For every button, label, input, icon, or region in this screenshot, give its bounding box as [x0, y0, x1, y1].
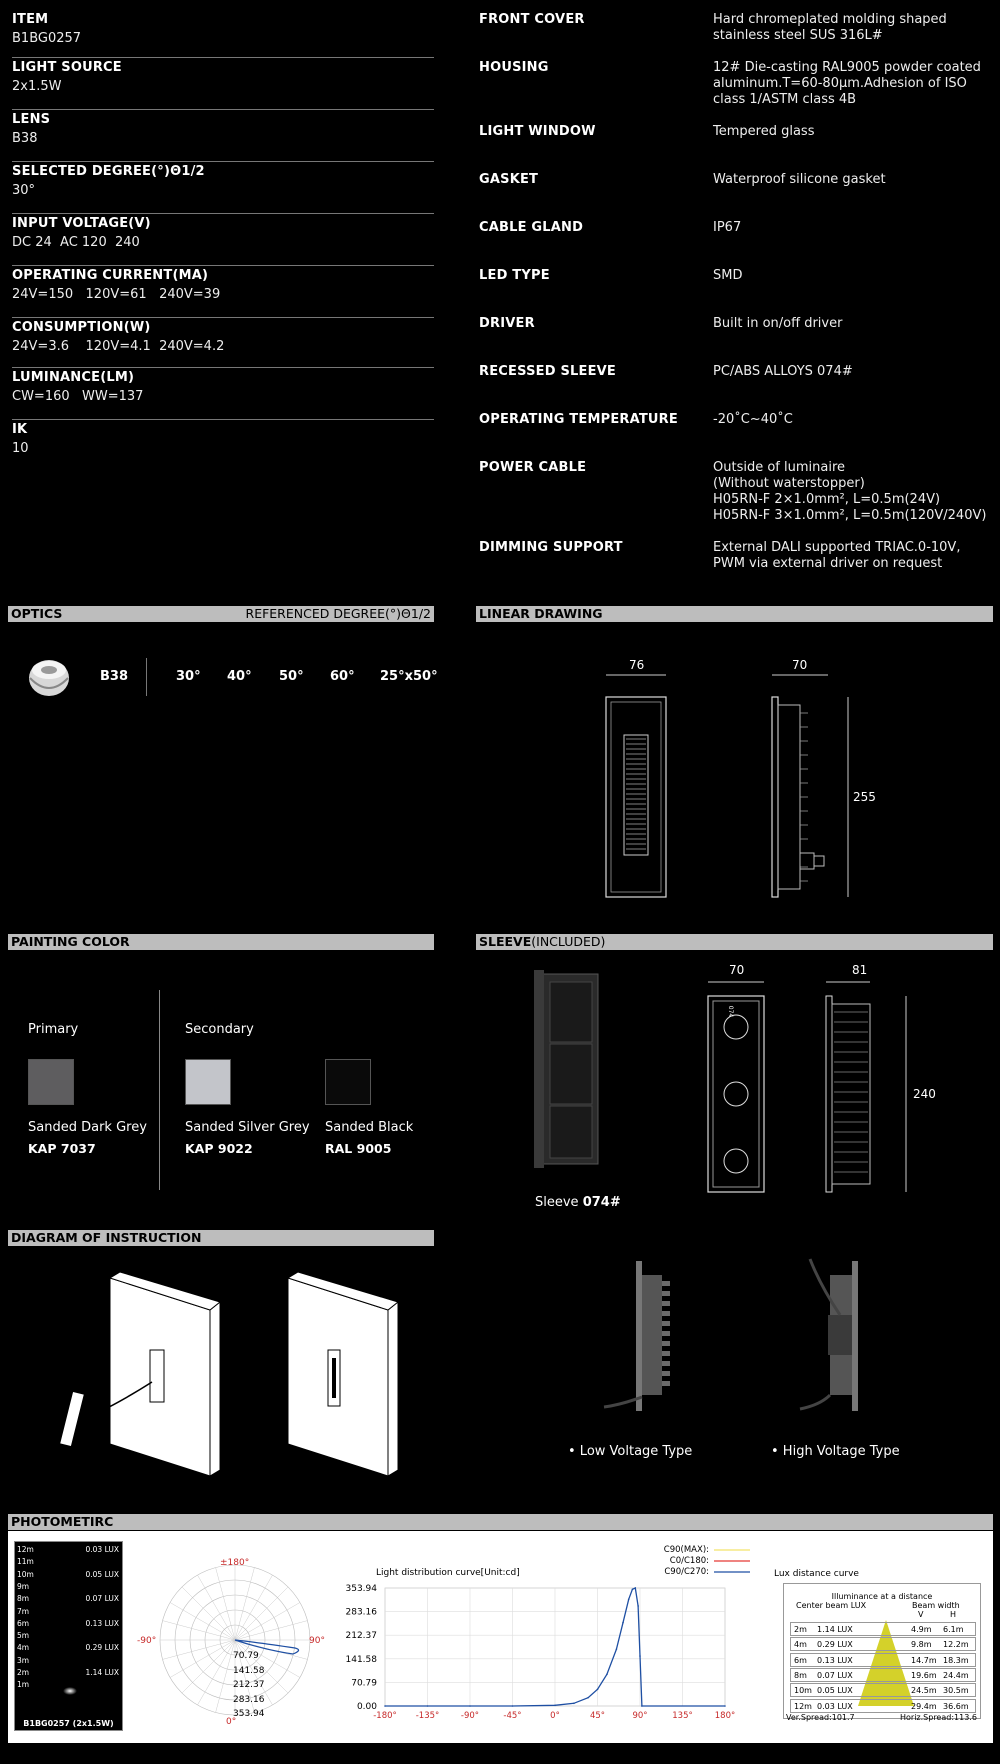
spec-value: PC/ABS ALLOYS 074# [713, 364, 853, 379]
spec-row [479, 316, 999, 364]
polar-ring-value: 70.79 [233, 1651, 259, 1661]
series-point [628, 1599, 630, 1601]
lux-distance-tick: 8m [17, 1594, 30, 1604]
lux-table-cell: 30.5m [943, 1686, 969, 1696]
polar-ring-value: 283.16 [233, 1694, 265, 1705]
spec-value: Waterproof silicone gasket [713, 172, 886, 187]
polar-label-top: ±180° [220, 1558, 250, 1568]
spec-row [479, 540, 999, 588]
instruction-header [8, 1230, 434, 1246]
lux-distance-tick: 7m [17, 1606, 30, 1616]
spec-value: Outside of luminaire (Without waterstopper) H05RN-F 2×1.0mm², L=0.5m(24V) H05RN-F 3×1.0mm², L=0.5m(120V/240V) [713, 460, 987, 523]
spec-row [12, 110, 434, 162]
legend-swatches [712, 1545, 752, 1579]
x-tick-label: -180° [373, 1711, 397, 1721]
lux-table-row [790, 1683, 976, 1697]
curve-legend [645, 1545, 709, 1578]
spec-row [479, 364, 999, 412]
series-point [641, 1705, 643, 1707]
spec-row [12, 10, 434, 58]
color-swatch-black [325, 1059, 371, 1105]
lux-table-row [790, 1653, 976, 1667]
spec-row [479, 268, 999, 316]
series-point [634, 1587, 636, 1589]
lux-distance-tick: 5m [17, 1631, 30, 1641]
lux-panel-caption: B1BG0257 (2x1.5W) [23, 1719, 114, 1728]
polar-label-bottom: 0° [226, 1717, 237, 1727]
spec-row [12, 420, 434, 472]
photometric-header [8, 1514, 993, 1530]
high-voltage-photo [790, 1255, 880, 1425]
low-voltage-label: • Low Voltage Type [568, 1444, 693, 1459]
optics-title: OPTICS [11, 606, 63, 621]
lux-table-cell: 6m [794, 1655, 807, 1665]
spec-label: DRIVER [479, 316, 535, 331]
horiz-spread: Horiz.Spread:113.6 [900, 1713, 977, 1722]
ver-spread: Ver.Spread:101.7 [786, 1713, 855, 1722]
spec-label: SELECTED DEGREE(°)Θ1/2 [12, 164, 205, 179]
lux-value: 0.07 LUX [85, 1594, 119, 1604]
spec-value: DC 24 AC 120 240 [12, 235, 140, 250]
painting-divider [159, 990, 160, 1190]
spec-value: 30° [12, 183, 36, 198]
y-tick-label: 0.00 [356, 1702, 377, 1712]
lens-icon [24, 654, 74, 698]
lux-table-title: Illuminance at a distance [831, 1592, 933, 1601]
lux-table-cell: 29.4m [911, 1701, 937, 1711]
color-swatch-silver-grey [185, 1059, 231, 1105]
linear-drawing [600, 655, 880, 905]
lux-table-cell: 4.9m [911, 1625, 932, 1634]
optics-divider [146, 658, 147, 696]
spec-label: ITEM [12, 12, 49, 27]
spec-row [12, 266, 434, 318]
spec-label: OPERATING CURRENT(MA) [12, 268, 209, 283]
x-tick-label: 45° [589, 1711, 606, 1721]
spec-label: LED TYPE [479, 268, 550, 283]
painting-color-title: PAINTING COLOR [11, 934, 130, 949]
spec-label: GASKET [479, 172, 539, 187]
spec-label: LIGHT WINDOW [479, 124, 596, 139]
lux-table-cell: 0.07 LUX [817, 1670, 853, 1680]
lux-table-cell: 4m [794, 1640, 807, 1650]
linear-drawing-title: LINEAR DRAWING [479, 606, 603, 621]
sleeve-width-front: 70 [729, 963, 745, 977]
series-point [616, 1649, 618, 1651]
spec-label: INPUT VOLTAGE(V) [12, 216, 151, 231]
beam-glow [63, 1687, 77, 1695]
sleeve-title-suffix: (INCLUDED) [531, 934, 606, 949]
light-distribution-chart [335, 1580, 755, 1730]
lux-table-cell: 18.3m [943, 1655, 969, 1665]
x-tick-label: -135° [415, 1711, 440, 1721]
lux-distance-tick: 10m [17, 1569, 34, 1579]
sleeve-height: 240 [913, 1087, 936, 1101]
spec-row [12, 162, 434, 214]
spec-label: DIMMING SUPPORT [479, 540, 623, 555]
spec-value: SMD [713, 268, 743, 283]
lux-table-row [790, 1668, 976, 1682]
lux-table-cell: 0.03 LUX [817, 1701, 853, 1711]
sleeve-photo [530, 970, 610, 1170]
optics-degree: 40° [227, 669, 252, 684]
x-tick-label: 0° [550, 1711, 560, 1721]
spec-label: CONSUMPTION(W) [12, 320, 151, 335]
color-name: Sanded Dark Grey [28, 1120, 147, 1135]
polar-ring-value: 212.37 [233, 1680, 265, 1690]
lux-distance-table [783, 1583, 981, 1719]
series-point [637, 1605, 639, 1607]
series-point [587, 1697, 589, 1699]
spec-row [12, 368, 434, 420]
lux-distance-tick: 6m [17, 1618, 30, 1628]
x-tick-label: 135° [672, 1711, 693, 1721]
lux-value: 0.13 LUX [85, 1618, 119, 1628]
spec-row [479, 124, 999, 172]
spec-label: LIGHT SOURCE [12, 60, 122, 75]
series-point [724, 1705, 726, 1707]
lux-distance-tick: 3m [17, 1655, 30, 1665]
spec-label: HOUSING [479, 60, 549, 75]
instruction-title: DIAGRAM OF INSTRUCTION [11, 1230, 202, 1245]
spec-value: 24V=3.6 120V=4.1 240V=4.2 [12, 339, 225, 354]
spec-row [479, 220, 999, 268]
optics-lens-label: B38 [100, 669, 128, 684]
color-name: Sanded Black [325, 1120, 414, 1135]
series-point [384, 1705, 386, 1707]
photometric-title: PHOTOMETIRC [11, 1514, 114, 1529]
installation-diagram [38, 1272, 408, 1482]
lux-table-row [790, 1699, 976, 1713]
sleeve-caption-code: 074# [582, 1195, 621, 1210]
spec-value: External DALI supported TRIAC.0-10V, PWM via external driver on request [713, 540, 961, 571]
sleeve-caption-prefix: Sleeve [535, 1195, 583, 1210]
series-point [427, 1705, 429, 1707]
lux-table-cell: 2m [794, 1625, 807, 1634]
lux-value: 0.03 LUX [85, 1545, 119, 1554]
series-point [554, 1705, 556, 1707]
legend-item: C90(MAX): [663, 1545, 709, 1555]
legend-item: C90/C270: [664, 1567, 709, 1577]
spec-label: POWER CABLE [479, 460, 587, 475]
spec-row [479, 412, 999, 460]
x-tick-label: -45° [503, 1711, 522, 1721]
spec-row [12, 58, 434, 110]
spec-list-left [12, 10, 434, 472]
spec-label: FRONT COVER [479, 12, 585, 27]
spec-value: B38 [12, 131, 38, 146]
lux-table-cell: 24.5m [911, 1686, 937, 1696]
lux-distance-tick: 1m [17, 1680, 30, 1690]
spec-row [479, 172, 999, 220]
linear-drawing-header [476, 606, 993, 622]
color-name: Sanded Silver Grey [185, 1120, 310, 1135]
lux-table-cell: 12m [794, 1701, 812, 1711]
sleeve-header [476, 934, 993, 950]
spec-row [479, 460, 999, 540]
lux-table-cell: 24.4m [943, 1670, 969, 1680]
lux-table-cell: 36.6m [943, 1701, 969, 1711]
spec-row [12, 318, 434, 368]
lux-table-cell: 10m [794, 1686, 812, 1696]
spec-label: IK [12, 422, 28, 437]
lux-distance-tick: 12m [17, 1545, 34, 1554]
series-point [632, 1589, 634, 1591]
spec-value: 10 [12, 441, 29, 456]
y-tick-label: 212.37 [345, 1631, 377, 1642]
polar-ring-value: 353.94 [233, 1709, 265, 1719]
series-point [469, 1705, 471, 1707]
series-point [597, 1689, 599, 1691]
spec-value: 2x1.5W [12, 79, 62, 94]
optics-degree: 25°x50° [380, 669, 438, 684]
color-swatch-dark-grey [28, 1059, 74, 1105]
spec-row [12, 214, 434, 266]
lux-v-header: V [918, 1610, 924, 1619]
series-point [639, 1655, 641, 1657]
spec-value: CW=160 WW=137 [12, 389, 144, 404]
sleeve-title: SLEEVE [479, 934, 532, 949]
spec-label: LENS [12, 112, 51, 127]
lux-value: 0.29 LUX [85, 1643, 119, 1653]
chart-title: Light distribution curve[Unit:cd] [376, 1568, 520, 1578]
optics-degree: 60° [330, 669, 355, 684]
legend-item: C0/C180: [669, 1556, 709, 1566]
lux-beam-header: Beam width [912, 1601, 960, 1610]
sleeve-caption [535, 1195, 621, 1210]
color-code: RAL 9005 [325, 1141, 392, 1156]
lux-distance-tick: 2m [17, 1668, 30, 1677]
spec-label: RECESSED SLEEVE [479, 364, 616, 379]
y-tick-label: 70.79 [351, 1678, 377, 1689]
polar-label-right: 90° [309, 1636, 325, 1646]
lux-table-cell: 9.8m [911, 1640, 932, 1650]
painting-color-header [8, 934, 434, 950]
optics-header [8, 606, 434, 622]
high-voltage-label: • High Voltage Type [771, 1444, 900, 1459]
series-point [622, 1622, 624, 1624]
lux-table-row [790, 1637, 976, 1651]
spec-value: 12# Die-casting RAL9005 powder coated aluminum.T=60-80μm.Adhesion of ISO class 1/ASTM class 4B [713, 60, 981, 107]
lux-distance-tick: 11m [17, 1557, 34, 1567]
lux-distance-tick: 9m [17, 1581, 30, 1591]
sleeve-width-side: 81 [852, 963, 868, 977]
spec-value: 24V=150 120V=61 240V=39 [12, 287, 221, 302]
y-tick-label: 283.16 [345, 1607, 377, 1618]
polar-ring-value: 141.58 [233, 1665, 265, 1676]
sleeve-box-mark: 074 [727, 1005, 735, 1018]
spec-value: IP67 [713, 220, 742, 235]
lux-distance-title: Lux distance curve [774, 1569, 859, 1579]
linear-width-front: 76 [629, 658, 645, 672]
lux-table-cell: 0.29 LUX [817, 1640, 853, 1650]
secondary-label: Secondary [185, 1022, 254, 1037]
lux-table-cell: 1.14 LUX [817, 1625, 853, 1634]
spec-list-right [479, 12, 999, 588]
lux-value: 1.14 LUX [85, 1668, 119, 1677]
lux-panel [14, 1541, 123, 1731]
lux-table-cell: 14.7m [911, 1655, 937, 1665]
lux-table-row [790, 1622, 976, 1636]
series-point [573, 1703, 575, 1705]
spec-row [479, 60, 999, 124]
primary-label: Primary [28, 1022, 79, 1037]
lux-center-header: Center beam LUX [796, 1601, 867, 1610]
optics-degree: 30° [176, 669, 201, 684]
spec-value: B1BG0257 [12, 31, 82, 46]
spec-value: Tempered glass [713, 124, 815, 139]
linear-width-side: 70 [792, 658, 808, 672]
lux-distance-tick: 4m [17, 1643, 30, 1653]
color-code: KAP 9022 [185, 1141, 253, 1156]
spec-value: -20˚C~40˚C [713, 412, 793, 427]
spec-value: Hard chromeplated molding shaped stainless steel SUS 316L# [713, 12, 947, 43]
lux-table-cell: 19.6m [911, 1670, 937, 1680]
low-voltage-photo [600, 1255, 680, 1425]
color-code: KAP 7037 [28, 1141, 96, 1156]
lux-table-cell: 8m [794, 1670, 807, 1680]
lux-table-cell: 6.1m [943, 1625, 964, 1634]
y-tick-label: 141.58 [345, 1654, 377, 1665]
lux-value: 0.05 LUX [85, 1569, 119, 1579]
x-tick-label: 180° [714, 1711, 736, 1721]
series-point [606, 1674, 608, 1676]
polar-ring-values [233, 1649, 265, 1722]
lux-table-cell: 12.2m [943, 1640, 969, 1650]
polar-label-left: -90° [137, 1636, 157, 1646]
optics-degree: 50° [279, 669, 304, 684]
linear-height: 255 [853, 790, 876, 804]
spec-label: LUMINANCE(LM) [12, 370, 135, 385]
spec-label: OPERATING TEMPERATURE [479, 412, 678, 427]
spec-value: Built in on/off driver [713, 316, 843, 331]
lux-table-cell: 0.05 LUX [817, 1686, 853, 1696]
optics-referenced-degree: REFERENCED DEGREE(°)Θ1/2 [245, 606, 431, 621]
y-tick-label: 353.94 [345, 1584, 377, 1594]
x-tick-label: 90° [632, 1711, 648, 1721]
lux-table-cell: 0.13 LUX [817, 1655, 853, 1665]
lux-h-header: H [950, 1610, 957, 1619]
series-point [512, 1705, 514, 1707]
spec-label: CABLE GLAND [479, 220, 584, 235]
x-tick-label: -90° [460, 1711, 480, 1721]
spec-row [479, 12, 999, 60]
